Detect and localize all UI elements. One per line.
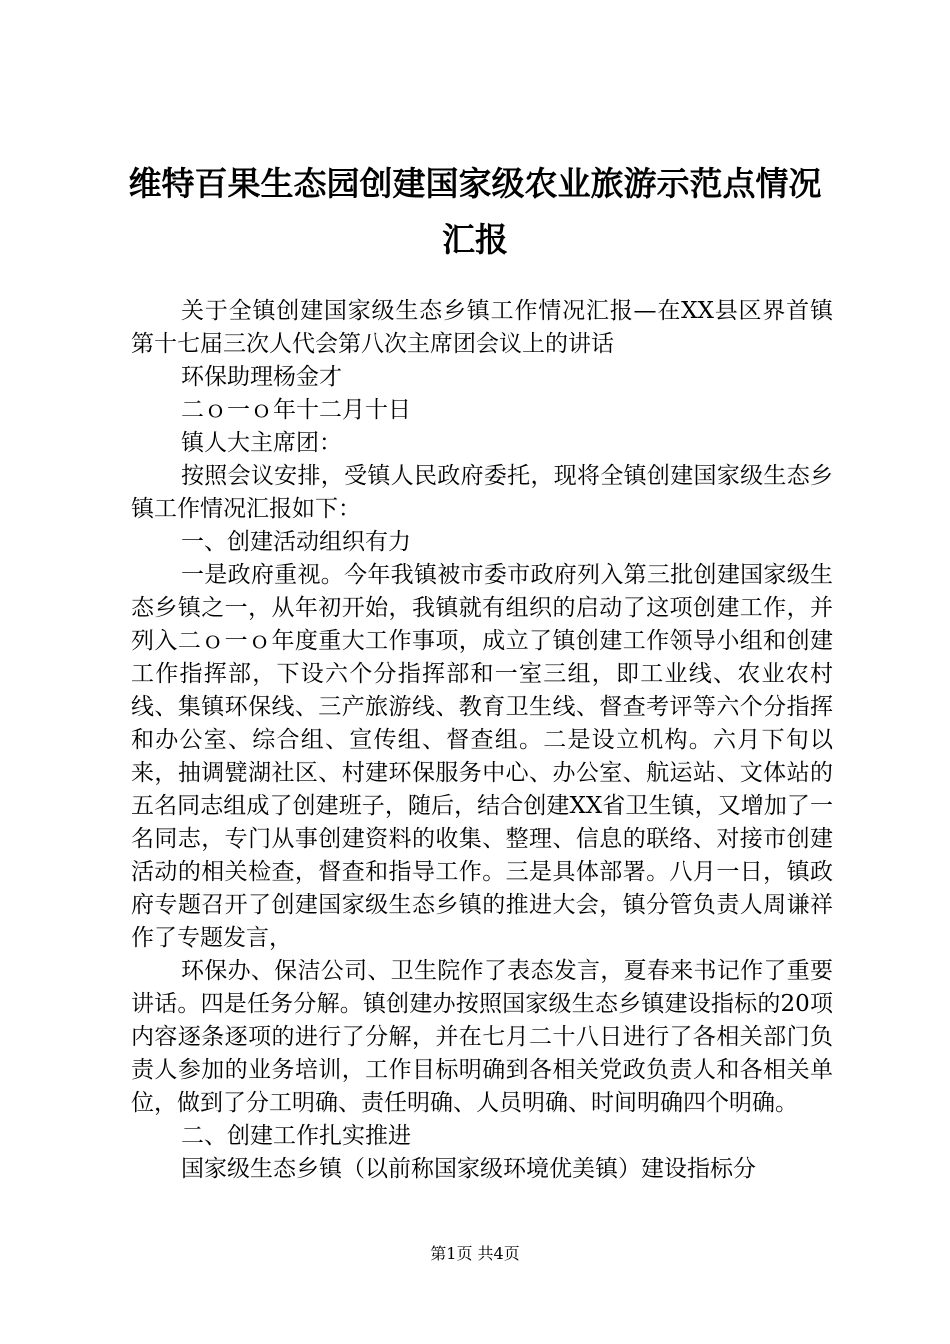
paragraph-salutation: 镇人大主席团： (181, 430, 342, 456)
paragraph-opening: 按照会议安排，受镇人民政府委托，现将全镇创建国家级生态乡镇工作情况汇报如下： (131, 463, 833, 522)
document-title: 维特百果生态园创建国家级农业旅游示范点情况汇报 (128, 164, 822, 259)
paragraph-section-2-a: 国家级生态乡镇（以前称国家级环境优美镇）建设指标分 (181, 1156, 756, 1182)
document-body (131, 295, 833, 1186)
paragraph-section-1-b: 环保办、保洁公司、卫生院作了表态发言，夏春来书记作了重要讲话。四是任务分解。镇创建办按照国家级生态乡镇建设指标的20项内容逐条逐项的进行了分解，并在七月二十八日进行了各相关部门负责人参加的业务培训，工作目标明确到各相关党政负责人和各相关单位，做到了分工明确、责任明确、人员明确、时间明确四个明确。 (131, 958, 833, 1116)
paragraph-author: 环保助理杨金才 (181, 364, 342, 390)
paragraph-intro: 关于全镇创建国家级生态乡镇工作情况汇报—在XX县区界首镇第十七届三次人代会第八次主席团会议上的讲话 (131, 298, 833, 357)
section-heading-2: 二、创建工作扎实推进 (181, 1123, 411, 1149)
paragraph-section-1-a: 一是政府重视。今年我镇被市委市政府列入第三批创建国家级生态乡镇之一，从年初开始，我镇就有组织的启动了这项创建工作，并列入二ｏ一ｏ年度重大工作事项，成立了镇创建工作领导小组和创建工作指挥部，下设六个分指挥部和一室三组，即工业线、农业农村线、集镇环保线、三产旅游线、教育卫生线、督查考评等六个分指挥和办公室、综合组、宣传组、督查组。二是设立机构。六月下旬以来，抽调甓湖社区、村建环保服务中心、办公室、航运站、文体站的五名同志组成了创建班子，随后，结合创建XX省卫生镇，又增加了一名同志，专门从事创建资料的收集、整理、信息的联络、对接市创建活动的相关检查，督查和指导工作。三是具体部署。八月一日，镇政府专题召开了创建国家级生态乡镇的推进大会，镇分管负责人周谦祥作了专题发言， (131, 562, 833, 951)
page-number: 第1页 共4页 (430, 1244, 520, 1263)
section-heading-1: 一、创建活动组织有力 (181, 529, 411, 555)
paragraph-date: 二ｏ一ｏ年十二月十日 (181, 397, 411, 423)
